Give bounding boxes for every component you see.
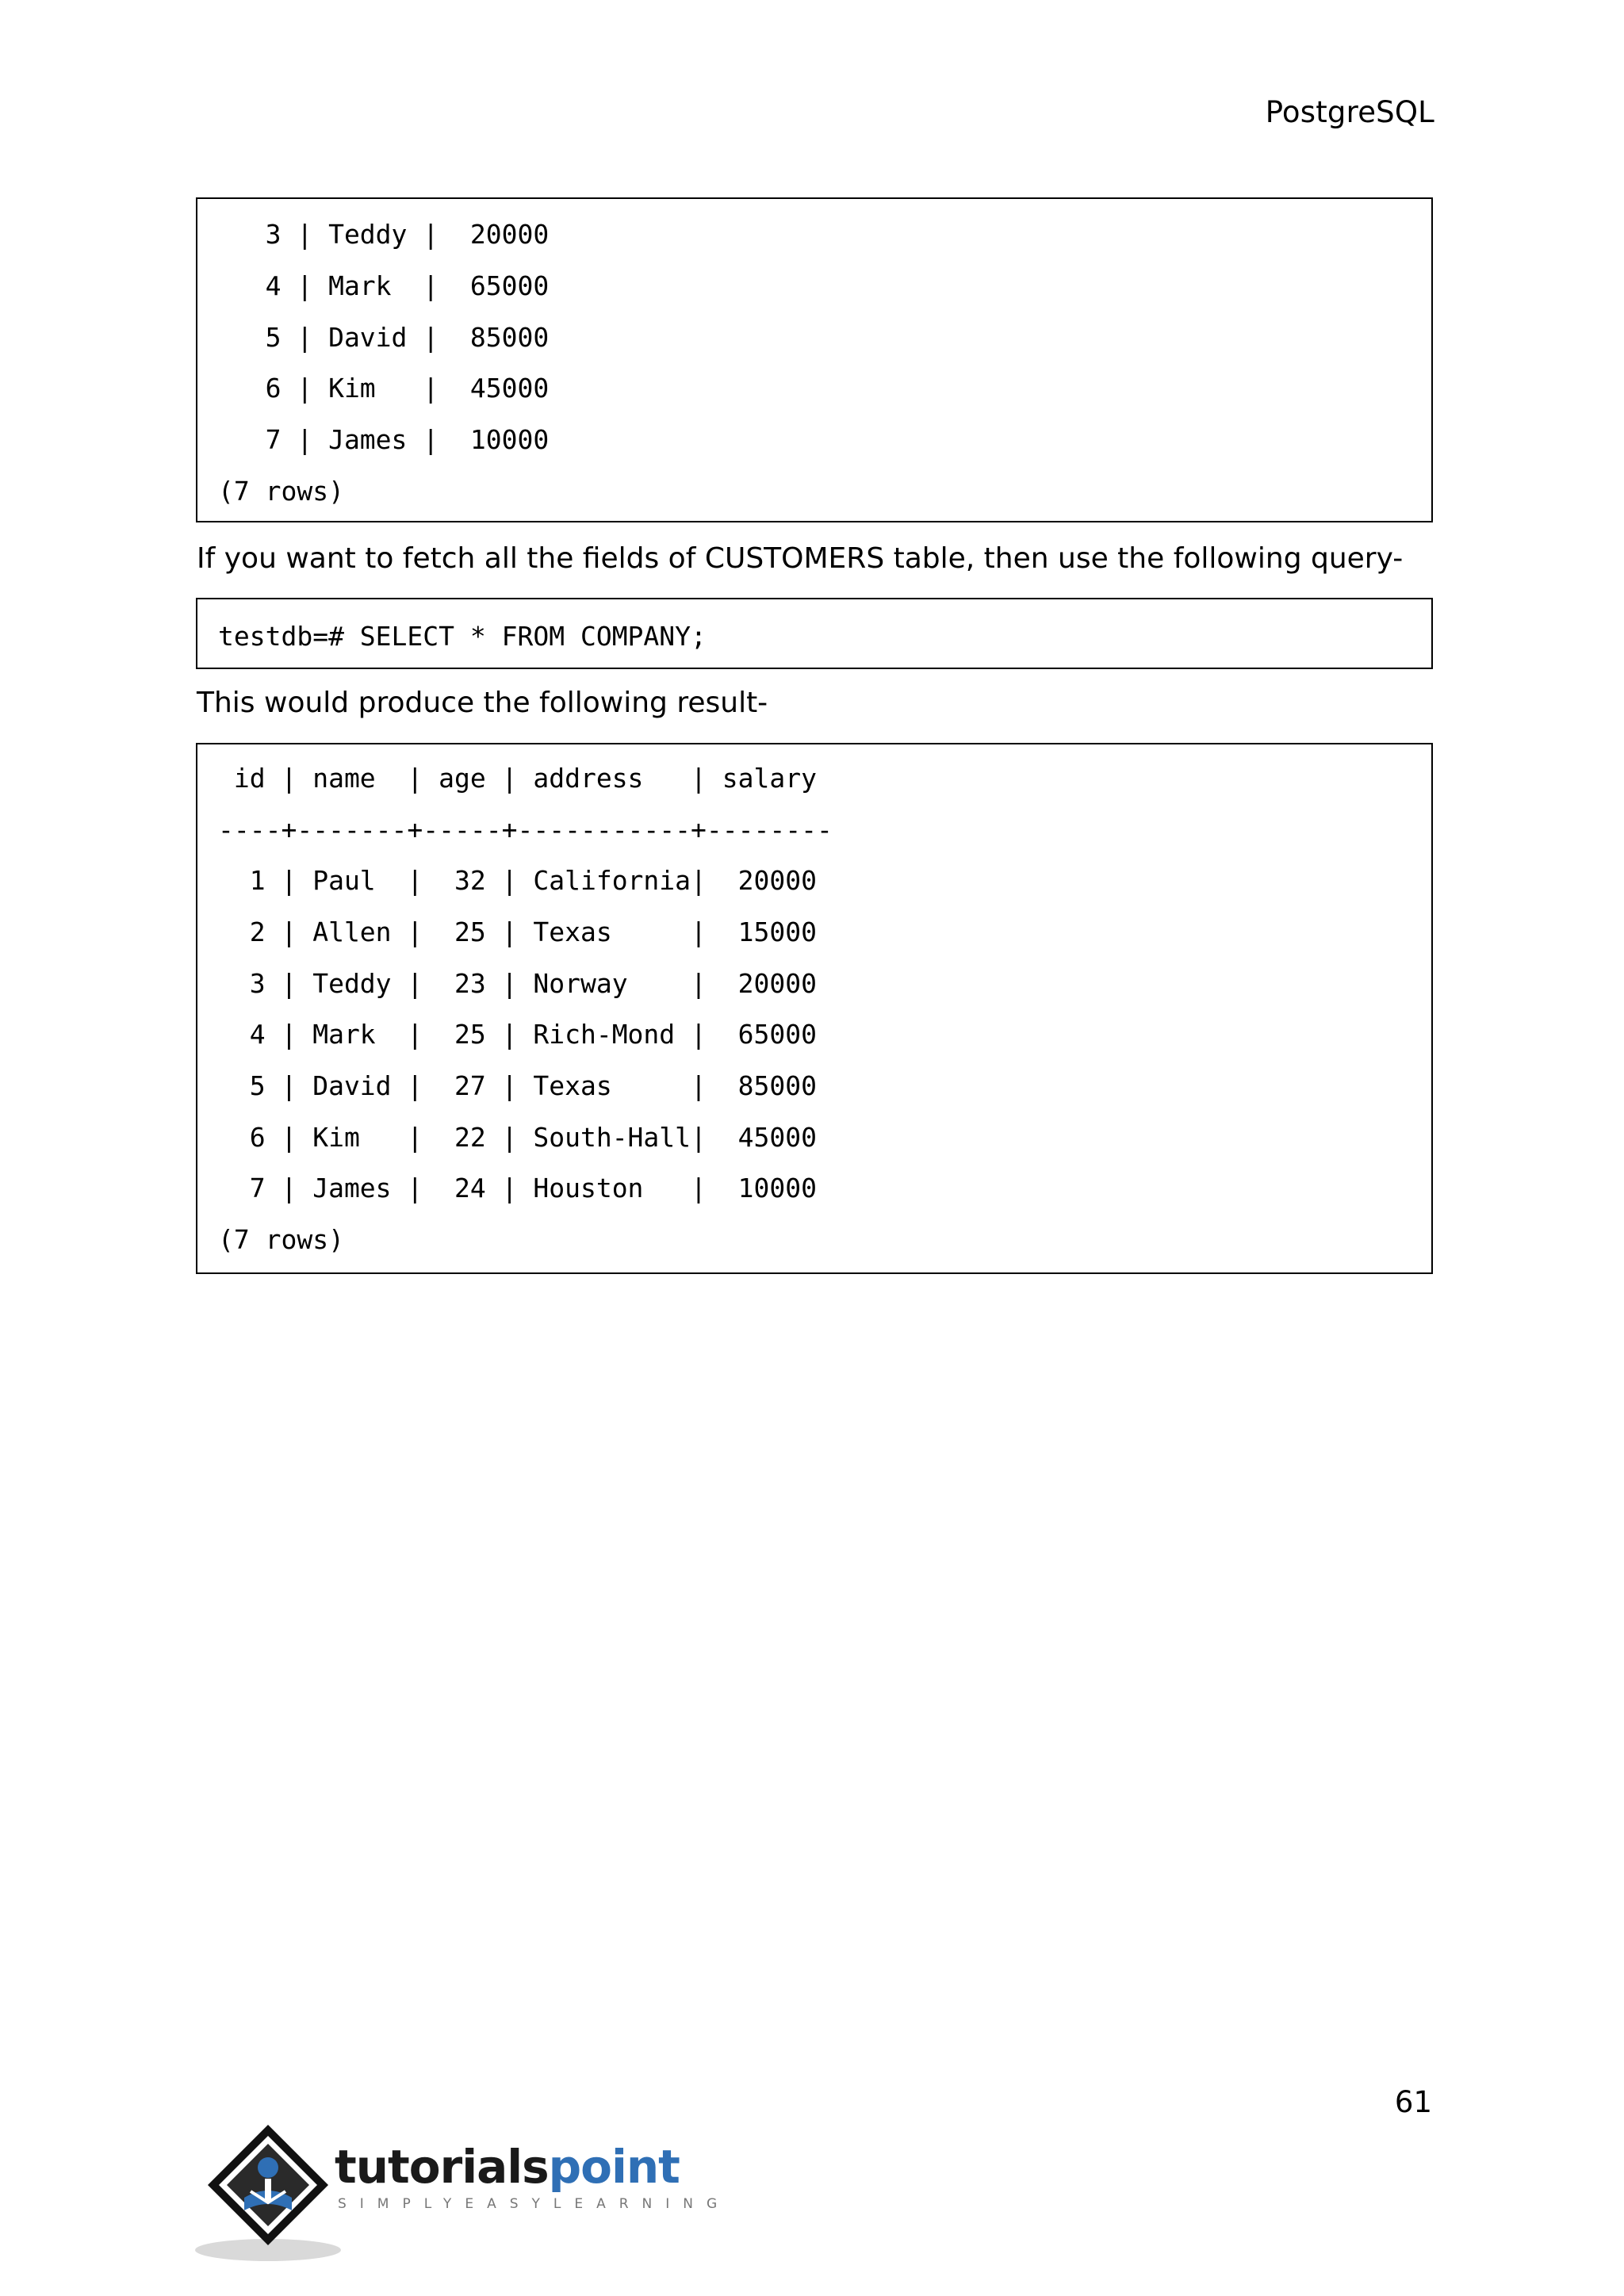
logo-diamond-icon xyxy=(195,2109,354,2267)
logo-wordmark xyxy=(335,2140,680,2194)
code-block-query-result xyxy=(196,743,1433,1274)
paragraph-fetch-all-fields: If you want to fetch all the fields of CUSTOMERS table, then use the following query- xyxy=(197,542,1404,575)
code-line: 3 | Teddy | 20000 xyxy=(218,219,550,250)
code-line: 7 | James | 10000 xyxy=(218,424,550,455)
code-line: (7 rows) xyxy=(218,1224,344,1255)
code-line: 4 | Mark | 65000 xyxy=(218,270,550,301)
code-line: 3 | Teddy | 23 | Norway | 20000 xyxy=(218,968,817,999)
code-line: (7 rows) xyxy=(218,476,344,507)
code-line: 6 | Kim | 22 | South-Hall| 45000 xyxy=(218,1122,817,1153)
code-line: 5 | David | 27 | Texas | 85000 xyxy=(218,1070,817,1101)
code-line: 6 | Kim | 45000 xyxy=(218,373,550,404)
code-line: ----+-------+-----+-----------+-------- xyxy=(218,814,833,845)
code-line: 7 | James | 24 | Houston | 10000 xyxy=(218,1173,817,1203)
code-block-continued-result xyxy=(196,197,1433,522)
code-line: 5 | David | 85000 xyxy=(218,322,550,353)
logo-word-point: point xyxy=(548,2140,680,2194)
page-header-title: PostgreSQL xyxy=(1265,95,1434,129)
code-line: 1 | Paul | 32 | California| 20000 xyxy=(218,865,817,896)
code-line: id | name | age | address | salary xyxy=(218,763,817,794)
code-block-query xyxy=(196,598,1433,669)
code-line: 2 | Allen | 25 | Texas | 15000 xyxy=(218,916,817,947)
tutorialspoint-logo xyxy=(195,2109,731,2267)
page-number: 61 xyxy=(1394,2085,1432,2119)
paragraph-result-intro: This would produce the following result- xyxy=(197,687,768,719)
code-line: 4 | Mark | 25 | Rich-Mond | 65000 xyxy=(218,1019,817,1050)
logo-word-tutorials: tutorials xyxy=(335,2140,549,2194)
code-line: testdb=# SELECT * FROM COMPANY; xyxy=(218,621,707,652)
logo-tagline: SIMPLYEASYLEARNING xyxy=(338,2196,731,2212)
